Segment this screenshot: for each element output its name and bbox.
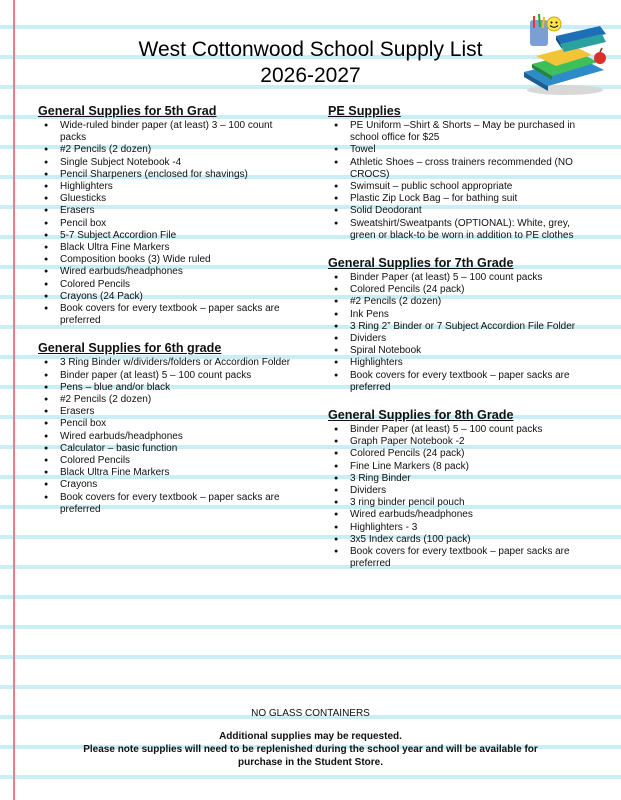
list-item: ● Black Ultra Fine Markers (60, 242, 300, 254)
list-item: ● Colored Pencils (24 pack) (350, 284, 590, 296)
supply-list (38, 120, 300, 327)
list-item: ● Swimsuit – public school appropriate (350, 181, 590, 193)
list-item: ● Crayons (60, 479, 300, 491)
list-item: ● Binder Paper (at least) 5 – 100 count packs (350, 272, 590, 284)
page-title: West Cottonwood School Supply List (138, 38, 483, 61)
list-item: ● Fine Line Markers (8 pack) (350, 461, 590, 473)
section-7th-grade (328, 256, 590, 394)
list-item: ● PE Uniform –Shirt & Shorts – May be purchased in school office for $25 (350, 120, 590, 144)
school-year: 2026-2027 (260, 64, 361, 87)
supply-list (38, 357, 300, 516)
list-item: ● Graph Paper Notebook -2 (350, 436, 590, 448)
list-item: ● Book covers for every textbook – paper sacks are preferred (60, 303, 300, 327)
list-item: ● Highlighters (350, 357, 590, 369)
list-item: ● 3 Ring Binder (350, 473, 590, 485)
supply-list (328, 272, 590, 394)
list-item: ● Wide-ruled binder paper (at least) 3 – 100 count packs (60, 120, 300, 144)
section-6th-grade (38, 341, 300, 516)
list-item: ● Gluesticks (60, 193, 300, 205)
list-item: ● 3x5 Index cards (100 pack) (350, 534, 590, 546)
list-item: ● Wired earbuds/headphones (60, 266, 300, 278)
list-item: ● Book covers for every textbook – paper sacks are preferred (350, 370, 590, 394)
supply-list (328, 120, 590, 242)
list-item: ● Black Ultra Fine Markers (60, 467, 300, 479)
list-item: ● Composition books (3) Wide ruled (60, 254, 300, 266)
section-title: General Supplies for 8th Grade (328, 408, 514, 423)
list-item: ● #2 Pencils (2 dozen) (60, 394, 300, 406)
list-item: ● Colored Pencils (60, 455, 300, 467)
left-column (38, 104, 300, 530)
section-title: General Supplies for 6th grade (38, 341, 222, 356)
list-item: ● Colored Pencils (60, 279, 300, 291)
list-item: ● Pencil box (60, 218, 300, 230)
list-item: ● Sweatshirt/Sweatpants (OPTIONAL): White, grey, green or black-to be worn in addition to PE clothes (350, 218, 590, 242)
list-item: ● Dividers (350, 333, 590, 345)
replenish-note-line-1: Please note supplies will need to be replenished during the school year and will be available for (83, 744, 538, 755)
list-item: ● Erasers (60, 406, 300, 418)
additional-supplies-note: Additional supplies may be requested. (219, 731, 402, 742)
section-8th-grade (328, 408, 590, 570)
list-item: ● Pens – blue and/or black (60, 382, 300, 394)
list-item: ● Crayons (24 Pack) (60, 291, 300, 303)
list-item: ● Single Subject Notebook -4 (60, 157, 300, 169)
right-column (328, 104, 590, 585)
list-item: ● Erasers (60, 205, 300, 217)
school-books-apple-icon (520, 14, 610, 96)
section-title: PE Supplies (328, 104, 401, 118)
list-item: ● Solid Deodorant (350, 205, 590, 217)
list-item: ● Colored Pencils (24 pack) (350, 448, 590, 460)
supply-list (328, 424, 590, 570)
list-item: ● 5-7 Subject Accordion File (60, 230, 300, 242)
list-item: ● Calculator – basic function (60, 443, 300, 455)
section-title: General Supplies for 7th Grade (328, 256, 514, 271)
list-item: ● Plastic Zip Lock Bag – for bathing suit (350, 193, 590, 205)
replenish-note-line-2: purchase in the Student Store. (237, 757, 384, 768)
list-item: ● #2 Pencils (2 dozen) (350, 296, 590, 308)
list-item: ● 3 Ring 2” Binder or 7 Subject Accordion File Folder (350, 321, 590, 333)
list-item: ● Towel (350, 144, 590, 156)
list-item: ● Binder Paper (at least) 5 – 100 count packs (350, 424, 590, 436)
list-item: ● #2 Pencils (2 dozen) (60, 144, 300, 156)
list-item: ● Book covers for every textbook – paper sacks are preferred (350, 546, 590, 570)
section-5th-grade (38, 104, 300, 327)
list-item: ● Pencil box (60, 418, 300, 430)
list-item: ● Highlighters - 3 (350, 522, 590, 534)
no-glass-notice: NO GLASS CONTAINERS (251, 708, 370, 719)
list-item: ● Highlighters (60, 181, 300, 193)
list-item: ● Binder paper (at least) 5 – 100 count packs (60, 370, 300, 382)
section-pe (328, 104, 590, 242)
list-item: ● Athletic Shoes – cross trainers recommended (NO CROCS) (350, 157, 590, 181)
list-item: ● Dividers (350, 485, 590, 497)
list-item: ● Wired earbuds/headphones (60, 431, 300, 443)
section-title: General Supplies for 5th Grad (38, 104, 217, 118)
list-item: ● Book covers for every textbook – paper sacks are preferred (60, 492, 300, 516)
list-item: ● Pencil Sharpeners (enclosed for shavings) (60, 169, 300, 181)
list-item: ● Wired earbuds/headphones (350, 509, 590, 521)
list-item: ● Ink Pens (350, 309, 590, 321)
list-item: ● Spiral Notebook (350, 345, 590, 357)
list-item: ● 3 ring binder pencil pouch (350, 497, 590, 509)
list-item: ● 3 Ring Binder w/dividers/folders or Accordion Folder (60, 357, 300, 369)
